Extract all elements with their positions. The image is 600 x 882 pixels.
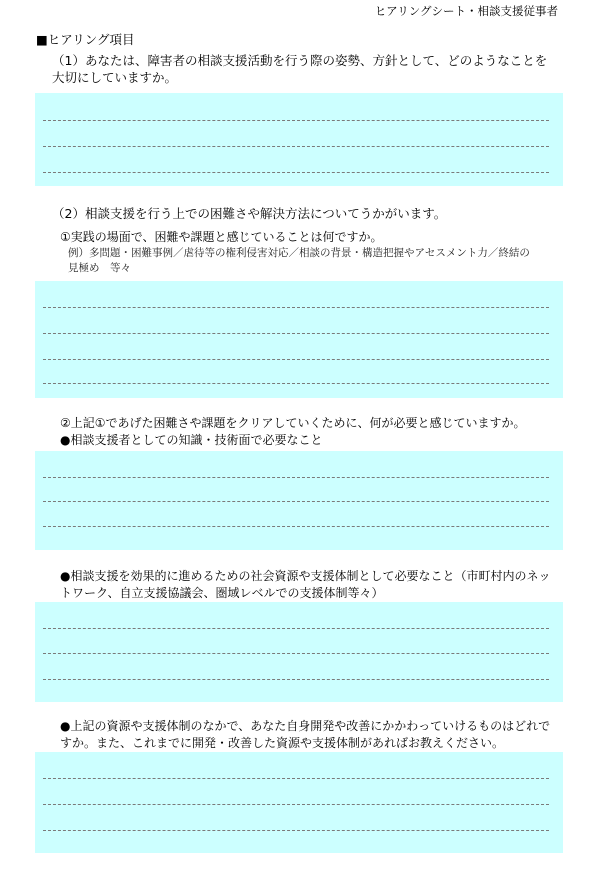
answer-line [43,146,549,147]
answer-box-q2-2c[interactable] [35,752,563,853]
answer-line [43,359,549,360]
answer-line [43,804,549,805]
answer-line [43,383,549,384]
question-2: （2）相談支援を行う上での困難さや解決方法についてうかがいます。 [52,206,447,221]
answer-box-q1[interactable] [35,93,563,186]
answer-line [43,307,549,308]
question-2-sub-1-example: 例）多問題・困難事例／虐待等の権利侵害対応／相談の背景・構造把握やアセスメント力／終結の見極め 等々 [68,247,530,274]
answer-line [43,526,549,527]
question-2-sub-1: ①実践の場面で、困難や課題と感じていることは何ですか。 [60,230,383,244]
bullet-development-improvement: ●上記の資源や支援体制のなかで、あなた自身開発や改善にかかわっていけるものはどれですか。また、これまでに開発・改善した資源や支援体制があればお教えください。 [60,719,551,750]
bullet-social-resources: ●相談支援を効果的に進めるための社会資源や支援体制として必要なこと（市町村内のネットワーク、自立支援協議会、圏域レベルでの支援体制等々） [60,569,551,600]
answer-line [43,628,549,629]
answer-line [43,333,549,334]
question-2-sub-2: ②上記①であげた困難さや課題をクリアしていくために、何が必要と感じていますか。 [60,416,526,430]
answer-box-q2-2b[interactable] [35,602,563,702]
document-header: ヒアリングシート・相談支援従事者 [374,4,558,18]
answer-line [43,172,549,173]
answer-line [43,477,549,478]
answer-line [43,830,549,831]
answer-line [43,501,549,502]
answer-line [43,778,549,779]
section-title: ■ヒアリング項目 [36,32,135,47]
answer-line [43,679,549,680]
answer-line [43,653,549,654]
question-1: （1）あなたは、障害者の相談支援活動を行う際の姿勢、方針として、どのようなことを大切にしていますか。 [52,53,548,85]
answer-box-q2-2a[interactable] [35,451,563,550]
answer-box-q2-1[interactable] [35,281,563,398]
answer-line [43,120,549,121]
bullet-knowledge-skills: ●相談支援者としての知識・技術面で必要なこと [60,433,323,447]
